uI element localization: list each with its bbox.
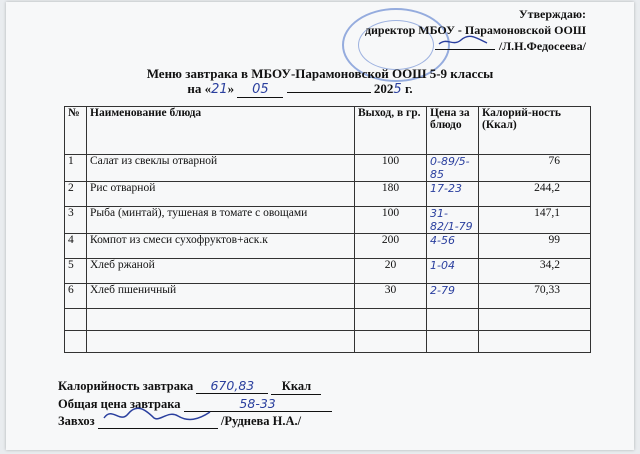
approval-signature-row (365, 38, 586, 54)
row-number: 5 (65, 259, 87, 284)
title-date-line (0, 81, 634, 98)
date-year-digit: 5 (393, 82, 402, 97)
price-label: Общая цена завтрака (58, 397, 181, 411)
dish-price: 2-79 (427, 284, 479, 309)
approval-heading: Утверждаю: (518, 7, 586, 21)
dish-name: Рыба (минтай), тушеная в томате с овощами (87, 207, 355, 234)
date-gap (287, 92, 371, 93)
dish-price: 31-82/1-79 (427, 207, 479, 234)
dish-price: 4-56 (427, 234, 479, 259)
calories-value: 670,83 (196, 378, 268, 394)
dish-calories: 76 (479, 155, 591, 182)
footer-manager (58, 414, 301, 429)
row-number: 1 (65, 155, 87, 182)
col-header-calories: Калорий-ность (Ккал) (479, 107, 591, 155)
dish-price: 17-23 (427, 182, 479, 207)
director-name: /Л.Н.Федосеева/ (498, 39, 586, 53)
table-row-empty (65, 331, 591, 353)
table-row (65, 182, 591, 207)
date-year-suffix: г. (404, 81, 413, 96)
dish-weight: 20 (355, 259, 427, 284)
dish-weight: 200 (355, 234, 427, 259)
manager-signature (98, 414, 218, 429)
dish-name: Компот из смеси сухофруктов+аск.к (87, 234, 355, 259)
dish-name: Хлеб пшеничный (87, 284, 355, 309)
table-row (65, 284, 591, 309)
row-number: 2 (65, 182, 87, 207)
dish-calories: 244,2 (479, 182, 591, 207)
row-number: 6 (65, 284, 87, 309)
manager-label: Завхоз (58, 414, 95, 428)
table-row (65, 234, 591, 259)
manager-name: /Руднева Н.А./ (220, 414, 302, 428)
col-header-weight: Выход, в гр. (355, 107, 427, 155)
dish-name: Рис отварной (87, 182, 355, 207)
date-year-prefix: 202 (373, 81, 394, 96)
table-row (65, 207, 591, 234)
table-row-empty (65, 309, 591, 331)
title-line: Меню завтрака в МБОУ-Парамоновской ООШ 5-9 классы (146, 66, 494, 81)
row-number: 4 (65, 234, 87, 259)
footer-calories (58, 378, 321, 395)
menu-document (6, 2, 634, 450)
dish-calories: 99 (479, 234, 591, 259)
dish-weight: 100 (355, 207, 427, 234)
table-row (65, 155, 591, 182)
signature-scribble-icon (435, 35, 495, 47)
col-header-dish: Наименование блюда (87, 107, 355, 155)
row-number: 3 (65, 207, 87, 234)
approval-block (365, 6, 586, 54)
dish-name: Хлеб ржаной (87, 259, 355, 284)
dish-weight: 180 (355, 182, 427, 207)
col-header-number: № (65, 107, 87, 155)
dish-calories: 147,1 (479, 207, 591, 234)
col-header-price: Цена за блюдо (427, 107, 479, 155)
page-title (6, 66, 634, 98)
date-month: 05 (237, 82, 283, 98)
dish-calories: 34,2 (479, 259, 591, 284)
calories-unit: Ккал (271, 379, 321, 395)
approval-director: директор МБОУ - Парамоновской ООШ (364, 23, 586, 37)
date-day: 21 (211, 82, 228, 97)
director-signature (435, 39, 495, 50)
table-row (65, 259, 591, 284)
date-prefix: на « (187, 81, 212, 96)
date-mid: » (227, 81, 235, 96)
dish-calories: 70,33 (479, 284, 591, 309)
dish-name: Салат из свеклы отварной (87, 155, 355, 182)
dish-price: 0-89/5-85 (427, 155, 479, 182)
calories-label: Калорийность завтрака (58, 379, 194, 393)
dish-weight: 100 (355, 155, 427, 182)
price-value: 58-33 (184, 396, 332, 412)
dish-weight: 30 (355, 284, 427, 309)
signature-scribble-icon (98, 404, 218, 426)
menu-table (64, 106, 591, 353)
dish-price: 1-04 (427, 259, 479, 284)
